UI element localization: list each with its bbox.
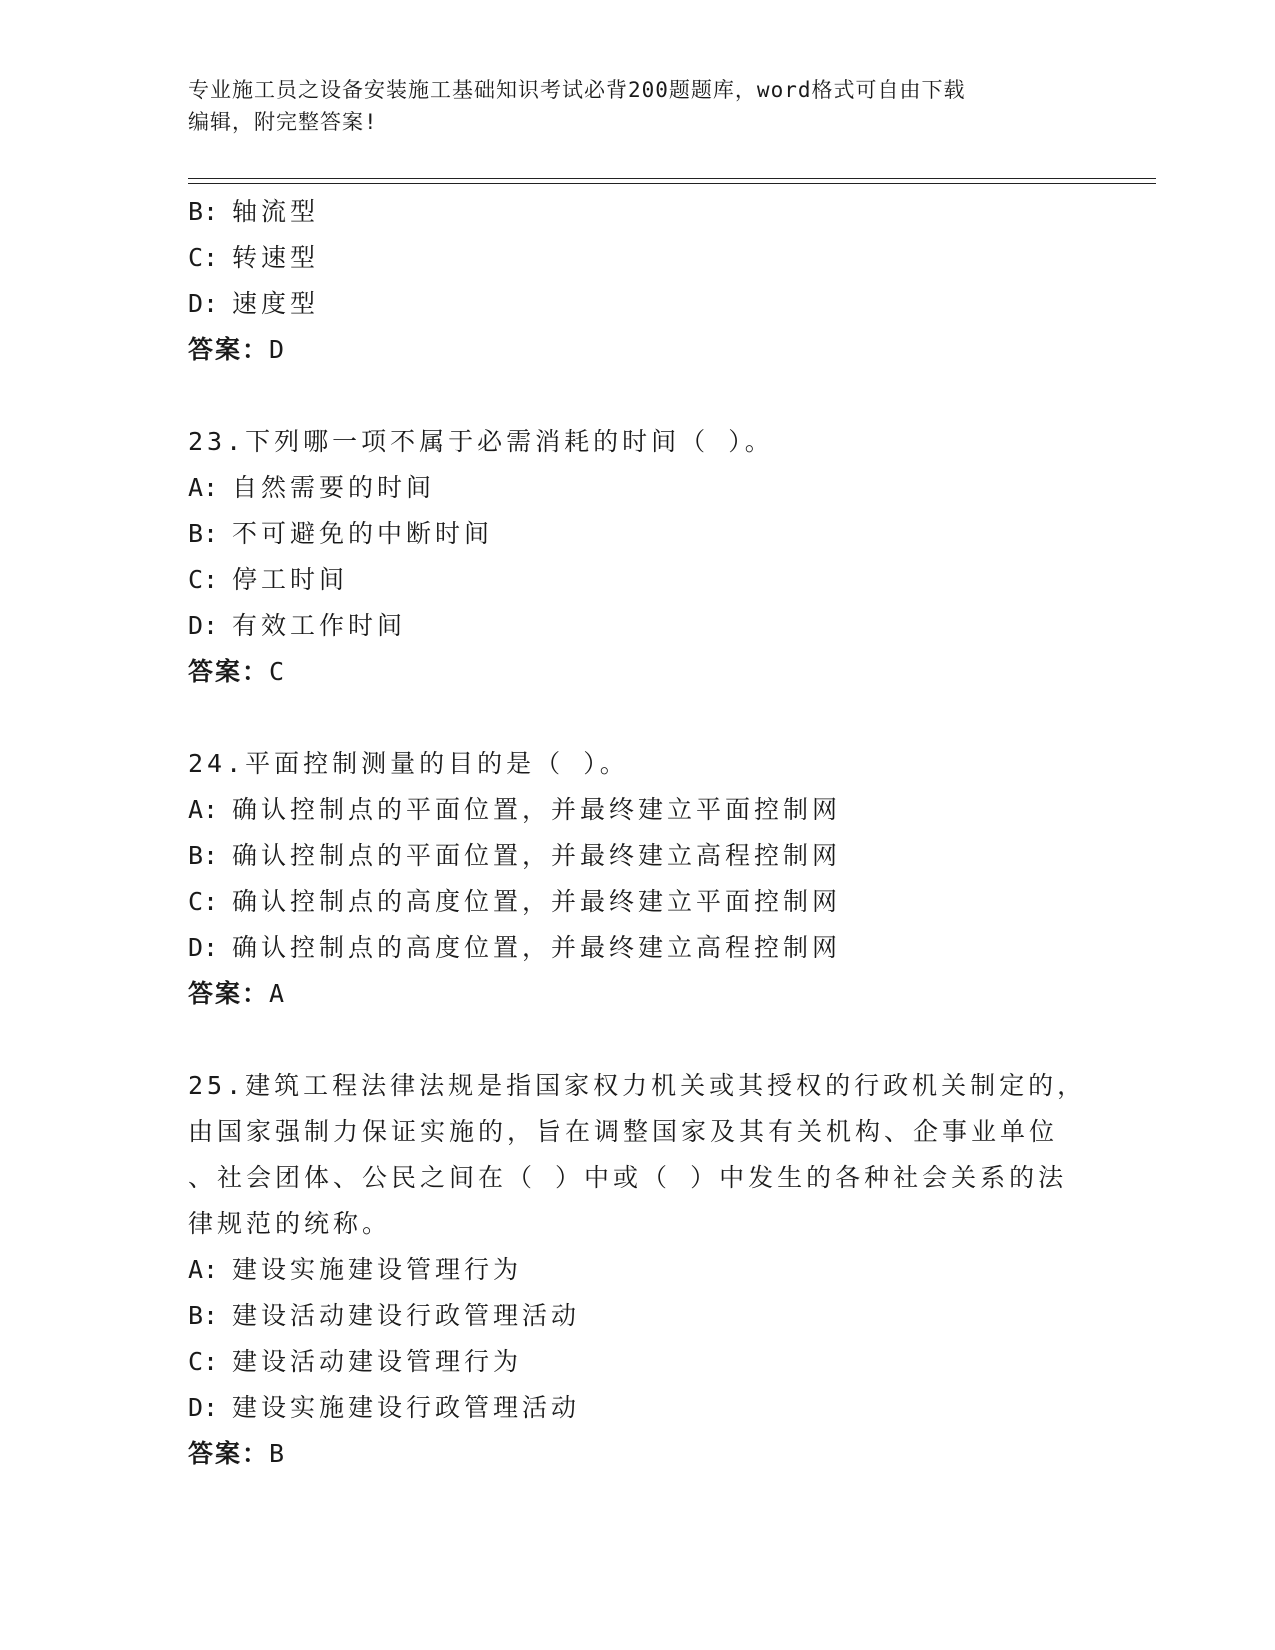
answer-value: D: [269, 335, 287, 364]
option-text: 建设活动建设管理行为: [232, 1347, 523, 1376]
option-a: [188, 787, 1088, 833]
question-stem-line-1: 25.建筑工程法律法规是指国家权力机关或其授权的行政机关制定的，: [188, 1071, 1087, 1100]
spacer: [188, 373, 1088, 419]
question-stem-line-4: 律规范的统称。: [188, 1209, 392, 1238]
option-b: [188, 511, 1088, 557]
answer-line: [188, 1431, 1088, 1477]
document-header: [188, 74, 1068, 138]
option-d: [188, 281, 1088, 327]
header-divider-double: [188, 183, 1156, 184]
header-title-line-2: 编辑，附完整答案!: [188, 110, 378, 134]
question-stem: 23.下列哪一项不属于必需消耗的时间（ ）。: [188, 427, 774, 456]
answer-value: C: [269, 657, 287, 686]
option-c: [188, 879, 1088, 925]
question-23: [188, 419, 1088, 695]
header-title-line-1: 专业施工员之设备安装施工基础知识考试必背200题题库，word格式可自由下载: [188, 78, 966, 102]
option-text: 确认控制点的高度位置，并最终建立平面控制网: [232, 887, 842, 916]
answer-line: [188, 327, 1088, 373]
option-a: [188, 1247, 1088, 1293]
answer-label: 答案：: [188, 657, 270, 686]
answer-line: [188, 971, 1088, 1017]
option-key: C:: [188, 887, 219, 916]
option-d: [188, 1385, 1088, 1431]
option-text: 不可避免的中断时间: [232, 519, 494, 548]
option-key: D:: [188, 1393, 219, 1422]
option-c: [188, 557, 1088, 603]
option-key: A:: [188, 473, 219, 502]
option-key: B:: [188, 519, 219, 548]
question-list: [188, 189, 1088, 1477]
option-text: 确认控制点的高度位置，并最终建立高程控制网: [232, 933, 842, 962]
option-text: 建设实施建设管理行为: [232, 1255, 523, 1284]
option-key: B:: [188, 841, 219, 870]
answer-value: B: [269, 1439, 287, 1468]
option-b: [188, 189, 1088, 235]
option-text: 确认控制点的平面位置，并最终建立平面控制网: [232, 795, 842, 824]
question-stem-line-2: 由国家强制力保证实施的，旨在调整国家及其有关机构、企事业单位: [188, 1117, 1059, 1146]
option-a: [188, 465, 1088, 511]
option-key: A:: [188, 795, 219, 824]
option-text: 速度型: [232, 289, 320, 318]
answer-label: 答案：: [188, 979, 270, 1008]
question-22-fragment: [188, 189, 1088, 373]
spacer: [188, 1017, 1088, 1063]
question-stem-line-3: 、社会团体、公民之间在（ ）中或（ ）中发生的各种社会关系的法: [188, 1163, 1068, 1192]
option-key: A:: [188, 1255, 219, 1284]
answer-label: 答案：: [188, 335, 270, 364]
option-text: 确认控制点的平面位置，并最终建立高程控制网: [232, 841, 842, 870]
option-key: D:: [188, 289, 219, 318]
option-text: 建设实施建设行政管理活动: [232, 1393, 581, 1422]
option-text: 停工时间: [232, 565, 349, 594]
option-text: 轴流型: [232, 197, 320, 226]
option-key: C:: [188, 565, 219, 594]
answer-line: [188, 649, 1088, 695]
spacer: [188, 695, 1088, 741]
option-c: [188, 1339, 1088, 1385]
header-divider: [188, 178, 1156, 179]
question-25: [188, 1063, 1088, 1477]
option-key: D:: [188, 611, 219, 640]
option-text: 转速型: [232, 243, 320, 272]
option-key: C:: [188, 1347, 219, 1376]
answer-label: 答案：: [188, 1439, 270, 1468]
option-text: 自然需要的时间: [232, 473, 436, 502]
option-text: 有效工作时间: [232, 611, 407, 640]
option-d: [188, 925, 1088, 971]
option-key: B:: [188, 1301, 219, 1330]
answer-value: A: [269, 979, 287, 1008]
option-key: D:: [188, 933, 219, 962]
option-d: [188, 603, 1088, 649]
option-key: C:: [188, 243, 219, 272]
question-24: [188, 741, 1088, 1017]
option-key: B:: [188, 197, 219, 226]
option-b: [188, 833, 1088, 879]
option-c: [188, 235, 1088, 281]
option-text: 建设活动建设行政管理活动: [232, 1301, 581, 1330]
option-b: [188, 1293, 1088, 1339]
question-stem: 24.平面控制测量的目的是（ ）。: [188, 749, 629, 778]
